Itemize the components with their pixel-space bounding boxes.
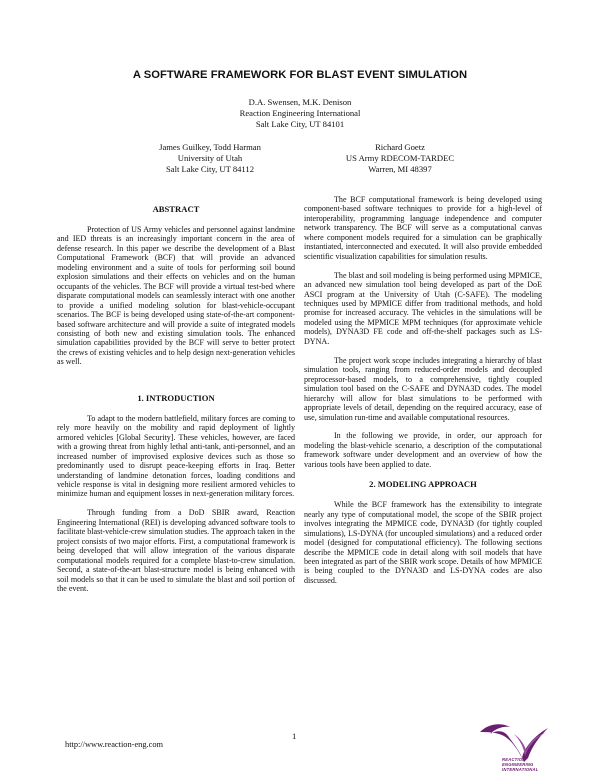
body-paragraph: The project work scope includes integrating a hierarchy of blast simulation tools, ranging from reduced-order models and decoupled preprocessor-based models, to a comprehensive, tightly coupled simulation tool based on the C-SAFE and DYNA3D codes. The model hierarchy will allow for blast simulations to be performed with appropriate levels of detail, depending on the required accuracy, ease of use, simulation run-time and available computational resources. — [304, 355, 542, 422]
page-number: 1 — [292, 731, 297, 741]
author-org: University of Utah — [177, 152, 243, 163]
logo-text-line: INTERNATIONAL — [502, 767, 539, 772]
author-names: James Guilkey, Todd Harman — [159, 142, 261, 152]
left-column — [57, 204, 295, 593]
modeling-approach-heading: 2. MODELING APPROACH — [369, 479, 477, 490]
introduction-heading: 1. INTRODUCTION — [137, 392, 215, 403]
author-location: Salt Lake City, UT 84112 — [166, 163, 254, 174]
introduction-paragraph: Through funding from a DoD SBIR award, Reaction Engineering International (REI) is developing advanced software tools to facilitate blast-vehicle-crew simulation studies. The approach taken in the project consists of two major efforts. First, a computational framework is being developed that will allow integration of the various disparate computational models required for a complete blast-to-crew simulation. Second, a state-of-the-art blast-structure model is being enhanced with soil models so that it can be used to simulate the blast and soil portion of the event. — [57, 508, 295, 593]
body-paragraph: The blast and soil modeling is being performed using MPMICE, an advanced new simulation tool being developed as part of the DoE ASCI program at the University of Utah (C-SAFE). The modeling techniques used by MPMICE differ from traditional methods, and hold promise for increased accuracy. The vehicles in the simulations will be modeled using the MPMICE MPM techniques (for approximate vehicle models), DYNA3D FE code and off-the-shelf packages such as LS-DYNA. — [304, 270, 542, 346]
body-paragraph: In the following we provide, in order, our approach for modeling the blast-vehicle scenario, a description of the computational framework software under development and an overview of how the various tools have been applied to date. — [304, 431, 542, 469]
author-names: Richard Goetz — [375, 142, 425, 152]
logo-text-line: ENGINEERING — [502, 762, 534, 767]
author-location: Salt Lake City, UT 84101 — [255, 118, 345, 129]
author-org: US Army RDECOM-TARDEC — [345, 152, 455, 163]
author-names: D.A. Swensen, M.K. Denison — [248, 97, 352, 107]
author-org: Reaction Engineering International — [239, 107, 361, 118]
footer-url[interactable]: http://www.reaction-eng.com — [65, 740, 164, 749]
introduction-paragraph: To adapt to the modern battlefield, military forces are coming to rely more heavily on the mobility and rapid deployment of lightly armored vehicles [Global Security]. These vehicles, however, are faced with a growing threat from highly lethal anti-tank, anti-personnel, and an increased number of improvised explosive devices such as those so predominantly used to disrupt peace-keeping efforts in Iraq. Better understanding of landmine detonation forces, loading conditions and vehicle response is vital in designing more resilient armored vehicles to minimize human and equipment losses in next-generation military forces. — [57, 413, 295, 499]
abstract-heading: ABSTRACT — [152, 204, 200, 214]
author-location: Warren, MI 48397 — [368, 163, 432, 174]
affiliation-army — [315, 142, 485, 174]
body-paragraph: The BCF computational framework is being developed using component-based software techniques to provide for a high-level of interoperability, programming language independence and computer network transparency. The BCF will serve as a computational canvas where component models required for a simulation can be graphically instantiated, interconnected and executed. It will also provide embedded scientific visualization capabilities for simulation results. — [304, 195, 542, 261]
abstract-text: Protection of US Army vehicles and personnel against landmine and IED threats is an increasingly important concern in the area of defense research. In this paper we describe the development of a Blast Computational Framework (BCF) that will provide an advanced modeling environment and a suite of tools for performing soil bound explosion simulations and their effects on vehicles and on the human occupants of the vehicles. The BCF will provide a virtual test-bed where disparate computational models can seamlessly interact with one another to provide a unified modeling solution for blast-vehicle-occupant scenarios. The BCF is being developed using state-of-the-art component-based software architecture and will provide a suite of integrated models consisting of both new and existing simulation tools. The enhanced simulation capabilities provided by the BCF will serve to better protect the crews of existing vehicles and to help design next-generation vehicles as well. — [57, 225, 295, 367]
affiliation-utah — [110, 142, 310, 174]
modeling-approach-text: While the BCF framework has the extensibility to integrate nearly any type of computational model, the scope of the SBIR project involves integrating the MPMICE code, DYNA3D (for tightly coupled simulations), LS-DYNA (for uncoupled simulations) and a reduced order model (designed for computational efficiency). The following sections describe the MPMICE code in detail along with soil models that have been integrated as part of the SBIR work scope. Details of how MPMICE is being coupled to the DYNA3D and LS-DYNA codes are also discussed. — [304, 500, 542, 585]
logo-text-line: REACTION — [502, 757, 526, 762]
paper-title: A SOFTWARE FRAMEWORK FOR BLAST EVENT SIMULATION — [132, 69, 468, 81]
affiliation-primary — [150, 97, 450, 129]
right-column — [304, 195, 542, 585]
